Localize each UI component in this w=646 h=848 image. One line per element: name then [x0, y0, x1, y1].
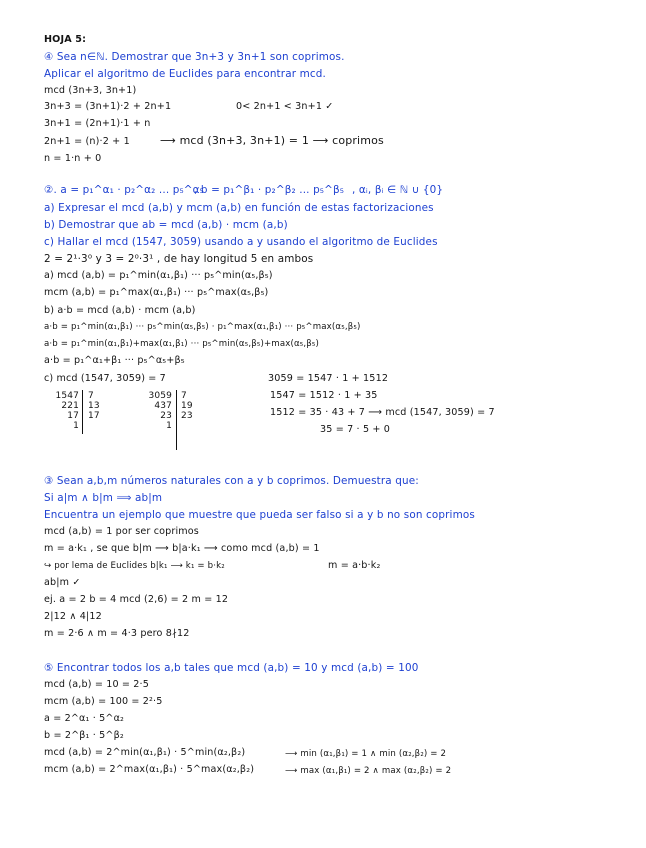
ex2-mcd: a) mcd (a,b) = p₁^min(α₁,β₁) ··· p₅^min(α₅,β₅) — [44, 270, 273, 281]
ex1-hint: Aplicar el algoritmo de Euclides para encontrar mcd. — [44, 68, 326, 80]
ex1-conclusion: ⟶ mcd (3n+3, 3n+1) = 1 ⟶ coprimos — [160, 134, 384, 147]
ex5-line: b = 2^β₁ · 5^β₂ — [44, 730, 124, 741]
ex3-line: mcd (a,b) = 1 por ser coprimos — [44, 526, 199, 537]
ex5-statement: ⑤ Encontrar todos los a,b tales que mcd (a,b) = 10 y mcd (a,b) = 100 — [44, 662, 419, 674]
ex2-def-b: , b = p₁^β₁ · p₂^β₂ ... p₅^β₅ — [194, 184, 345, 196]
factor-value: 17 — [67, 411, 79, 421]
ex3-example: m = 2·6 ∧ m = 4·3 pero 8∤12 — [44, 628, 190, 639]
factor-value: 3059 — [148, 391, 172, 401]
ex3-example: ej. a = 2 b = 4 mcd (2,6) = 2 m = 12 — [44, 594, 229, 605]
ex3-claim: Si a|m ∧ b|m ⟹ ab|m — [44, 492, 163, 504]
factor-divider — [82, 390, 83, 434]
euclid-step: 3059 = 1547 · 1 + 1512 — [268, 373, 389, 384]
factor-column-1547 — [48, 391, 79, 431]
factor-divider — [176, 390, 177, 450]
factor-value: 437 — [154, 401, 172, 411]
factor-prime: 7 — [181, 391, 187, 401]
ex5-line: mcd (a,b) = 2^min(α₁,β₁) · 5^min(α₂,β₂) — [44, 747, 246, 758]
ex5-line: a = 2^α₁ · 5^α₂ — [44, 713, 125, 724]
factor-prime: 23 — [181, 411, 193, 421]
ex2-part-c: c) Hallar el mcd (1547, 3059) usando a y usando el algoritmo de Euclides — [44, 236, 438, 248]
ex2-def-a: ②. a = p₁^α₁ · p₂^α₂ ... p₅^α₅ — [44, 184, 204, 196]
ex2-line: a·b = p₁^α₁+β₁ ··· p₅^α₅+β₅ — [44, 355, 185, 366]
ex1-line: 3n+3 = (3n+1)·2 + 2n+1 — [44, 101, 172, 112]
ex1-line: mcd (3n+3, 3n+1) — [44, 85, 137, 96]
ex2-part-a: a) Expresar el mcd (a,b) y mcm (a,b) en función de estas factorizaciones — [44, 202, 434, 214]
factor-value: 1547 — [55, 391, 79, 401]
factor-prime: 7 — [88, 391, 94, 401]
ex3-example: 2|12 ∧ 4|12 — [44, 611, 102, 622]
ex5-line: mcd (a,b) = 10 = 2·5 — [44, 679, 150, 690]
ex1-line: 3n+1 = (2n+1)·1 + n — [44, 118, 151, 129]
ex1-line: n = 1·n + 0 — [44, 153, 102, 164]
ex2-note: 2 = 2¹·3⁰ y 3 = 2⁰·3¹ , de hay longitud 5 en ambos — [44, 253, 314, 265]
euclid-step: 1512 = 35 · 43 + 7 ⟶ mcd (1547, 3059) = 7 — [270, 407, 495, 418]
ex2-mcm: mcm (a,b) = p₁^max(α₁,β₁) ··· p₅^max(α₅,β₅) — [44, 287, 269, 298]
ex5-condition: ⟶ min (α₁,β₁) = 1 ∧ min (α₂,β₂) = 2 — [285, 749, 447, 759]
ex2-def-exponents: , αᵢ, βᵢ ∈ ℕ ∪ {0} — [352, 184, 444, 196]
ex1-statement: ④ Sea n∈ℕ. Demostrar que 3n+3 y 3n+1 son coprimos. — [44, 51, 345, 63]
ex3-line: m = a·b·k₂ — [328, 560, 381, 571]
ex2-line: b) a·b = mcd (a,b) · mcm (a,b) — [44, 305, 196, 316]
ex5-line: mcm (a,b) = 100 = 2²·5 — [44, 696, 163, 707]
ex2-line: a·b = p₁^min(α₁,β₁)+max(α₁,β₁) ··· p₅^min(α₅,β₅)+max(α₅,β₅) — [44, 339, 319, 349]
ex3-line: ↪ por lema de Euclides b|k₁ ⟶ k₁ = b·k₂ — [44, 561, 225, 571]
factor-column-3059 — [138, 391, 172, 431]
factor-primes-1547 — [88, 391, 100, 421]
ex3-line: ab|m ✓ — [44, 577, 81, 588]
ex2-part-c-result: c) mcd (1547, 3059) = 7 — [44, 373, 166, 384]
factor-prime: 17 — [88, 411, 100, 421]
ex5-line: mcm (a,b) = 2^max(α₁,β₁) · 5^max(α₂,β₂) — [44, 764, 255, 775]
factor-value: 221 — [61, 401, 79, 411]
ex2-line: a·b = p₁^min(α₁,β₁) ··· p₅^min(α₅,β₅) · p₁^max(α₁,β₁) ··· p₅^max(α₅,β₅) — [44, 322, 361, 332]
factor-value: 1 — [73, 421, 79, 431]
factor-prime: 19 — [181, 401, 193, 411]
factor-value: 1 — [166, 421, 172, 431]
euclid-step: 35 = 7 · 5 + 0 — [320, 424, 391, 435]
ex3-statement: ③ Sean a,b,m números naturales con a y b coprimos. Demuestra que: — [44, 475, 419, 487]
ex2-part-b: b) Demostrar que ab = mcd (a,b) · mcm (a,b) — [44, 219, 288, 231]
page-title: HOJA 5: — [44, 34, 87, 45]
ex3-line: m = a·k₁ , se que b|m ⟶ b|a·k₁ ⟶ como mcd (a,b) = 1 — [44, 543, 320, 554]
factor-value: 23 — [160, 411, 172, 421]
factor-primes-3059 — [181, 391, 193, 421]
ex3-counterexample-prompt: Encuentra un ejemplo que muestre que pueda ser falso si a y b no son coprimos — [44, 509, 475, 521]
ex5-condition: ⟶ max (α₁,β₁) = 2 ∧ max (α₂,β₂) = 2 — [285, 766, 452, 776]
factor-prime: 13 — [88, 401, 100, 411]
ex1-line: 2n+1 = (n)·2 + 1 — [44, 136, 130, 147]
euclid-step: 1547 = 1512 · 1 + 35 — [270, 390, 378, 401]
ex1-inequality: 0< 2n+1 < 3n+1 ✓ — [236, 101, 334, 112]
